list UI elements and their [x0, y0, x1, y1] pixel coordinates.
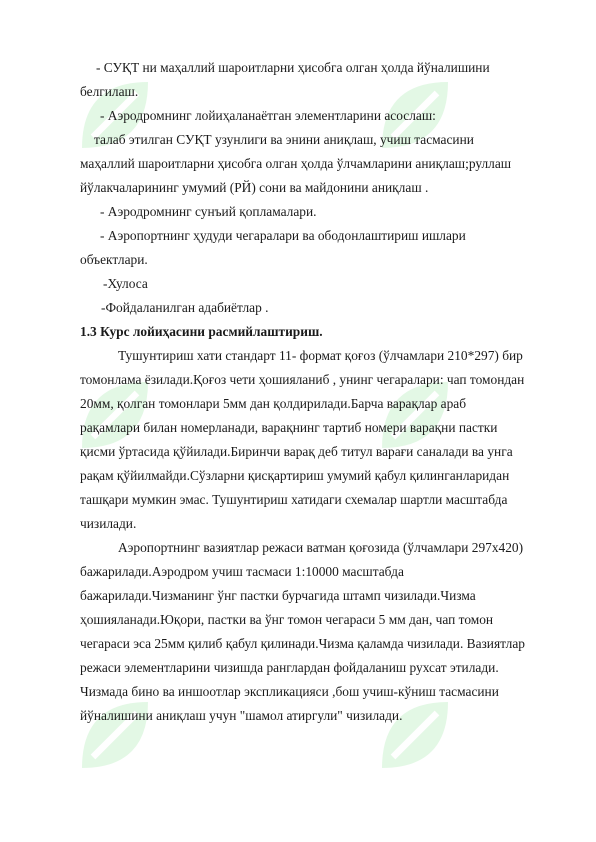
text-line: - СУҚТ ни маҳаллий шароитларни ҳисобга олган ҳолда йўналишини: [96, 60, 490, 75]
text-line: 20мм, қолган томонлари 5мм дан қолдирилади.Барча варақлар араб: [80, 396, 467, 411]
text-line: чизилади.: [80, 516, 137, 531]
text-line: режаси элементларини чизишда ранглардан фойдаланиш рухсат этилади.: [80, 660, 499, 675]
text-line: рақамлари билан номерланади, варақнинг тартиб номери варақни пастки: [80, 420, 498, 435]
text-line: йўлакчаларининг умумий (РЙ) сони ва майдонини аниқлаш .: [80, 180, 429, 195]
text-line: Аэропортнинг вазиятлар режаси ватман қоғозида (ўлчамлари 297х420): [118, 540, 524, 555]
text-line: - Аэропортнинг ҳудуди чегаралари ва ободонлаштириш ишлари: [100, 228, 466, 243]
text-line: рақам қўйилмайди.Сўзларни қисқартириш умумий қабул қилинганларидан: [80, 468, 510, 483]
text-line: томонлама ёзилади.Қоғоз чети ҳошияланиб , унинг чегаралари: чап томондан: [80, 372, 525, 387]
text-line: Тушунтириш хати стандарт 11- формат қоғоз (ўлчамлари 210*297) бир: [118, 348, 523, 363]
text-line: маҳаллий шароитларни ҳисобга олган ҳолда ўлчамларини аниқлаш;руллаш: [80, 156, 512, 171]
text-line: чегараси эса 25мм қилиб қабул қилинади.Чизма қаламда чизилади. Вазиятлар: [80, 636, 525, 651]
text-line: талаб этилган СУҚТ узунлиги ва энини аниқлаш, учиш тасмасини: [94, 132, 474, 147]
text-line: -Хулоса: [103, 276, 148, 291]
section-heading: 1.3 Курс лойиҳасини расмийлаштириш.: [80, 324, 323, 339]
text-line: белгилаш.: [80, 84, 139, 99]
text-line: Чизмада бино ва иншоотлар экспликацияси ,бош учиш-кўниш тасмасини: [80, 684, 499, 699]
text-line: объектлари.: [80, 252, 148, 267]
text-line: қисми ўртасида қўйилади.Биринчи варақ деб титул варағи саналади ва унга: [80, 444, 513, 459]
text-line: бажарилади.Чизманинг ўнг пастки бурчагида штамп чизилади.Чизма: [80, 588, 476, 603]
text-line: - Аэродромнинг лойиҳаланаётган элементларини асослаш:: [100, 108, 436, 123]
text-line: -Фойдаланилган адабиётлар .: [101, 300, 269, 315]
text-line: ҳошияланади.Юқори, пастки ва ўнг томон чегараси 5 мм дан, чап томон: [80, 612, 494, 627]
text-line: йўналишини аниқлаш учун "шамол атиргули" чизилади.: [80, 708, 403, 723]
text-line: ташқари мумкин эмас. Тушунтириш хатидаги схемалар шартли масштабда: [80, 492, 508, 507]
text-line: бажарилади.Аэродром учиш тасмаси 1:10000 масштабда: [80, 564, 404, 579]
text-line: - Аэродромнинг сунъий қопламалари.: [100, 204, 317, 219]
